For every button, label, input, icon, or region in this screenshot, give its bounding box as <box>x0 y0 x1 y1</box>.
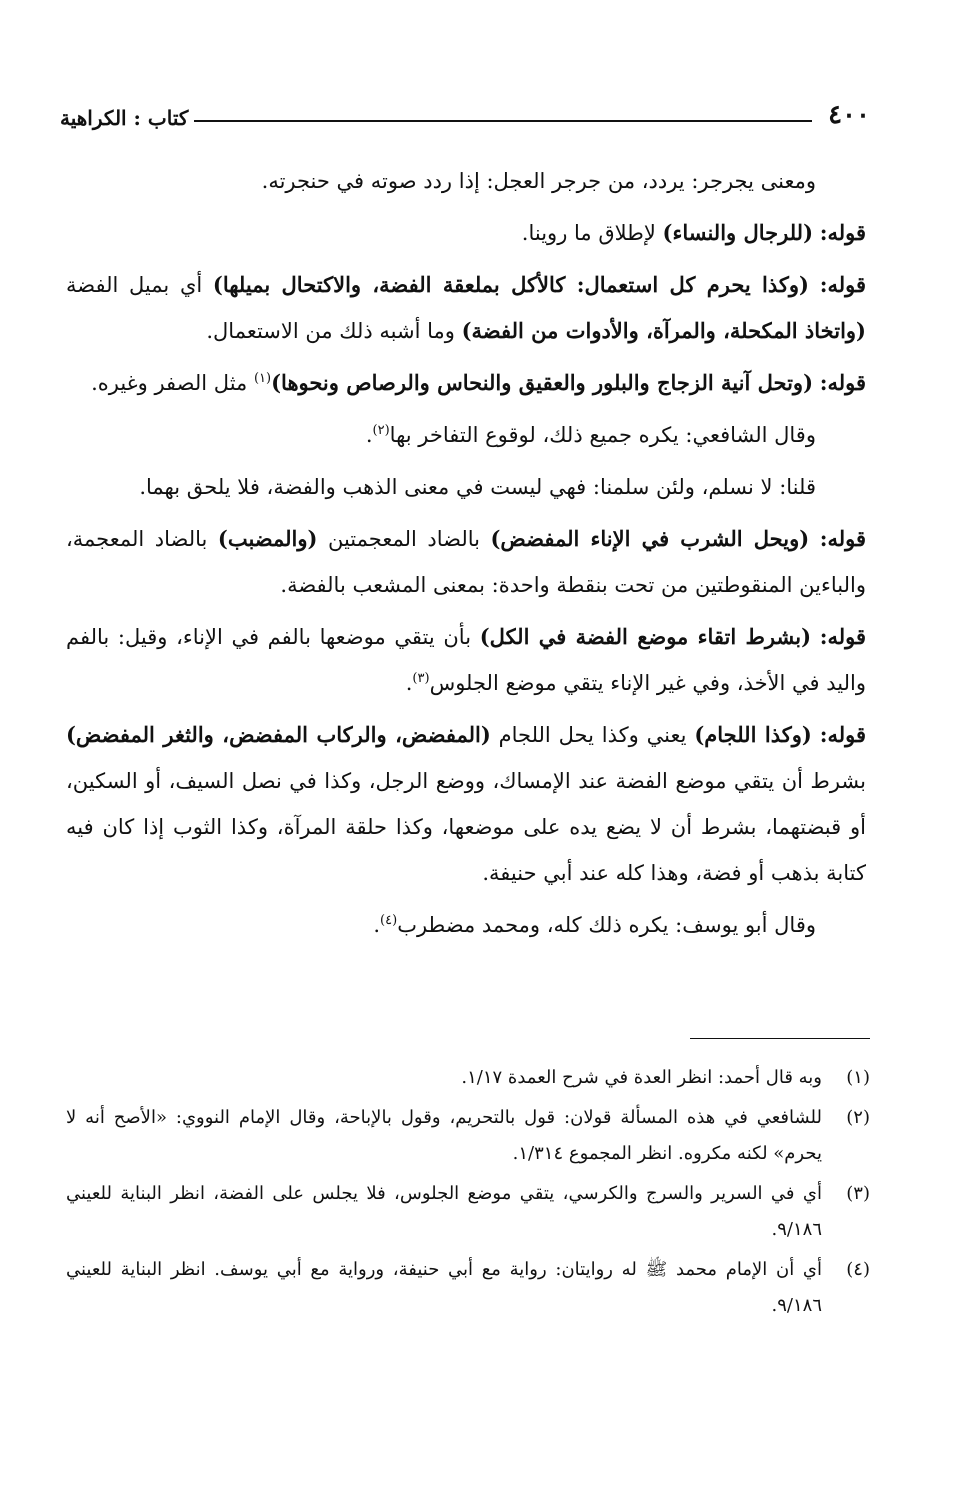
qawl-label: قوله: <box>819 526 866 551</box>
paragraph-2: قوله: (للرجال والنساء) لإطلاق ما روينا. <box>521 220 866 245</box>
footnote-2 <box>66 1100 870 1172</box>
quoted-text: (والمضبب) <box>217 526 318 551</box>
qawl-label: قوله: <box>819 624 867 649</box>
qawl-label: قوله: <box>819 722 866 747</box>
qawl-label: قوله: <box>819 272 866 297</box>
footnote-text: للشافعي في هذه المسألة قولان: قول بالتحريم، وقول بالإباحة، وقال الإمام النووي: «الأصح أنه لا يحرم» لكنه مكروه. انظر المجموع ١/٣١٤. <box>66 1107 822 1164</box>
qawl-label: قوله: <box>819 370 866 395</box>
footnote-ref-3[interactable]: (٣) <box>412 671 430 686</box>
footnote-number: (٤) <box>846 1259 870 1280</box>
footnote-4 <box>66 1252 870 1324</box>
paragraph-3: قوله: (وكذا يحرم كل استعمال: كالأكل بملعقة الفضة، والاكتحال بميلها) أي بميل الفضة (واتخاذ المكحلة، والمرآة، والأدوات من الفضة) وما أشبه ذلك من الاستعمال. <box>66 272 866 343</box>
qawl-label: قوله: <box>819 220 866 245</box>
footnote-ref-4[interactable]: (٤) <box>380 913 398 928</box>
footnote-number: (٢) <box>846 1107 870 1128</box>
quoted-text: (للرجال والنساء) <box>662 220 814 245</box>
header-rule <box>194 120 812 122</box>
footnote-1 <box>66 1060 870 1096</box>
footnote-number: (١) <box>846 1067 870 1088</box>
footnote-text: وبه قال أحمد: انظر العدة في شرح العمدة ١/١٧. <box>461 1067 822 1088</box>
main-text <box>66 158 866 954</box>
book-title: كتاب : الكراهية <box>60 106 189 130</box>
quoted-text: (المفضض، والركاب المفضض، والثغر المفضض) <box>66 722 491 747</box>
quoted-text: (وكذا اللجام) <box>694 722 812 747</box>
quoted-text: (ويحل الشرب في الإناء المفضض) <box>490 526 810 551</box>
footnote-ref-2[interactable]: (٢) <box>372 423 390 438</box>
paragraph-5: وقال الشافعي: يكره جميع ذلك، لوقوع التفاخر بها$^{(٢)}$. <box>365 423 816 447</box>
footnote-3 <box>66 1176 870 1248</box>
page-number: ٤٠٠ <box>828 100 870 130</box>
quoted-text: (بشرط اتقاء موضع الفضة في الكل) <box>479 624 812 649</box>
footnote-text: أي في السرير والسرج والكرسي، يتقي موضع الجلوس، فلا يجلس على الفضة، انظر البناية للعيني ٩/١٨٦. <box>66 1183 822 1240</box>
footnote-separator <box>690 1038 870 1039</box>
footnote-ref-1[interactable]: (١) <box>253 371 272 386</box>
paragraph-8: قوله: (بشرط اتقاء موضع الفضة في الكل) بأن يتقي موضعها بالفم في الإناء، وقيل: بالفم واليد في الأخذ، وفي غير الإناء يتقي موضع الجلوس$^{(٣)}$. <box>66 624 867 695</box>
running-header <box>60 88 870 128</box>
quoted-text: (وتحل آنية الزجاج والبلور والعقيق والنحاس والرصاص ونحوها) <box>271 370 814 395</box>
quoted-text: (وكذا يحرم كل استعمال: كالأكل بملعقة الفضة، والاكتحال بميلها) <box>212 272 809 297</box>
footnote-number: (٣) <box>846 1183 870 1204</box>
paragraph-9: قوله: (وكذا اللجام) يعني وكذا يحل اللجام (المفضض، والركاب المفضض، والثغر المفضض) بشرط أن يتقي موضع الفضة عند الإمساك، ووضع الرجل، وكذا في نصل السيف، أو السكين، أو قبضتهما، بشرط أن لا يضع يده على موضعها، وكذا حلقة المرآة، وكذا الثوب إذا كان فيه كتابة بذهب أو فضة، وهذا كله عند أبي حنيفة. <box>66 722 866 885</box>
paragraph-10: وقال أبو يوسف: يكره ذلك كله، ومحمد مضطرب$^{(٤)}$. <box>373 913 816 937</box>
footnotes <box>66 1060 870 1328</box>
paragraph-4: قوله: (وتحل آنية الزجاج والبلور والعقيق والنحاس والرصاص ونحوها)$^{(١)}$ مثل الصفر وغيره. <box>91 370 866 395</box>
paragraph-1: ومعنى يجرجر: يردد، من جرجر العجل: إذا ردد صوته في حنجرته. <box>261 169 816 193</box>
paragraph-7: قوله: (ويحل الشرب في الإناء المفضض) بالضاد المعجمتين (والمضبب) بالضاد المعجمة، والباءين المنقوطتين من تحت بنقطة واحدة: بمعنى المشعب بالفضة. <box>66 526 866 597</box>
quoted-text: (واتخاذ المكحلة، والمرآة، والأدوات من الفضة) <box>461 318 866 343</box>
footnote-text: أي أن الإمام محمد ﷺ له روايتان: رواية مع أبي حنيفة، ورواية مع أبي يوسف. انظر البناية للعيني ٩/١٨٦. <box>66 1259 822 1316</box>
paragraph-6: قلنا: لا نسلم، ولئن سلمنا: فهي ليست في معنى الذهب والفضة، فلا يلحق بهما. <box>139 475 816 499</box>
